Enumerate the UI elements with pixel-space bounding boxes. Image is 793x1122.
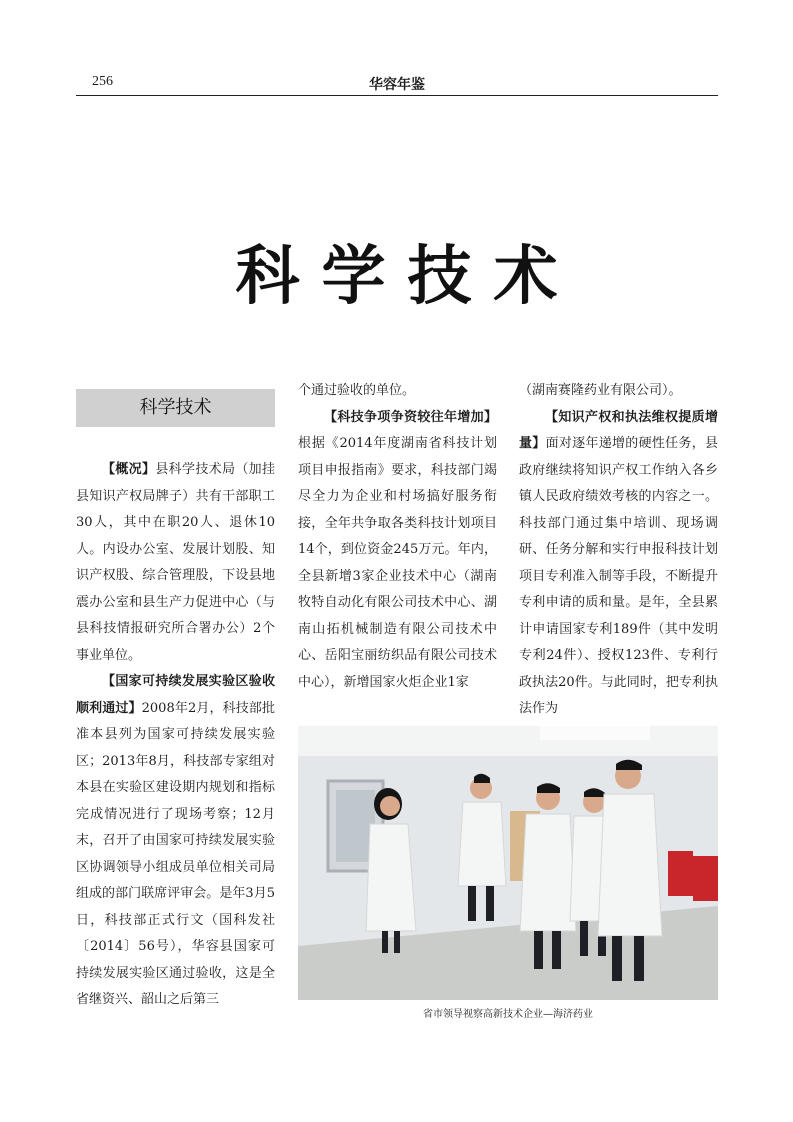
header-rule <box>76 95 718 96</box>
paragraph-overview <box>76 457 275 669</box>
page-number: 256 <box>92 74 113 89</box>
paragraph-heading: 【概况】 <box>102 462 156 477</box>
paragraph-text: 根据《2014年度湖南省科技计划项目申报指南》要求，科技部门竭尽全力为企业和村场搞好服务衔接，全年共争取各类科技计划项目14个，到位资金245万元。年内，全县新增3家企业技术中心（湖南牧特自动化有限公司技术中心、湖南山拓机械制造有限公司技术中心、岳阳宝丽纺织品有限公司技术中心），新增国家火炬企业1家 <box>298 436 497 690</box>
paragraph-continuation: （湖南赛隆药业有限公司）。 <box>519 383 682 398</box>
paragraph-heading: 【知识产权和执法维权提质增量】 <box>519 409 718 451</box>
inspection-photo <box>298 726 718 1000</box>
paragraph-continuation: 个通过验收的单位。 <box>298 383 416 398</box>
paragraph-heading: 【科技争项争资较往年增加】 <box>324 409 497 425</box>
paragraph-heading: 【国家可持续发展实验区验收顺利通过】 <box>76 674 275 716</box>
paragraph-text: 面对逐年递增的硬性任务，县政府继续将知识产权工作纳入各乡镇人民政府绩效考核的内容之一。科技部门通过集中培训、现场调研、任务分解和实行申报科技计划项目专利准入制等手段，不断提升专利申请的质和量。是年，全县累计申请国家专利189件（其中发明专利24件）、授权123件、专利行政执法20件。与此同时，把专利执法作为 <box>519 436 718 716</box>
paragraph-projects <box>298 405 497 697</box>
ceiling-light <box>540 726 650 740</box>
paragraph-ip <box>519 405 718 723</box>
column-1 <box>76 457 275 1014</box>
paragraph-text: 2008年2月，科技部批准本县列为国家可持续发展实验区；2013年8月，科技部专家组对本县在实验区建设期内规划和指标完成情况进行了现场考察；12月末，召开了由国家可持续发展实验区协调领导小组成员单位相关司局组成的部门联席评审会。是年3月5日，科技部正式行文（国科发社〔2014〕56号），华容县国家可持续发展实验区通过验收，这是全省继资兴、韶山之后第三 <box>76 700 275 1007</box>
red-chair <box>668 851 693 896</box>
page-header <box>76 72 718 94</box>
column-2 <box>298 378 497 696</box>
photo-caption: 省市领导视察高新技术企业—海济药业 <box>423 1009 593 1020</box>
running-title: 华容年鉴 <box>369 77 425 93</box>
chapter-title: 科学技术 <box>235 239 580 314</box>
photo-ceiling <box>298 726 718 756</box>
section-heading: 科学技术 <box>76 389 275 427</box>
paragraph-text: 县科学技术局（加挂县知识产权局牌子）共有干部职工30人，其中在职20人、退休10人。内设办公室、发展计划股、知识产权股、综合管理股，下设县地震办公室和县生产力促进中心（与县科技情报研究所合署办公）2个事业单位。 <box>76 462 275 663</box>
paragraph-experiment-zone <box>76 669 275 1014</box>
photo-illustration <box>298 726 718 1000</box>
red-chair <box>693 856 718 901</box>
column-3 <box>519 378 718 723</box>
